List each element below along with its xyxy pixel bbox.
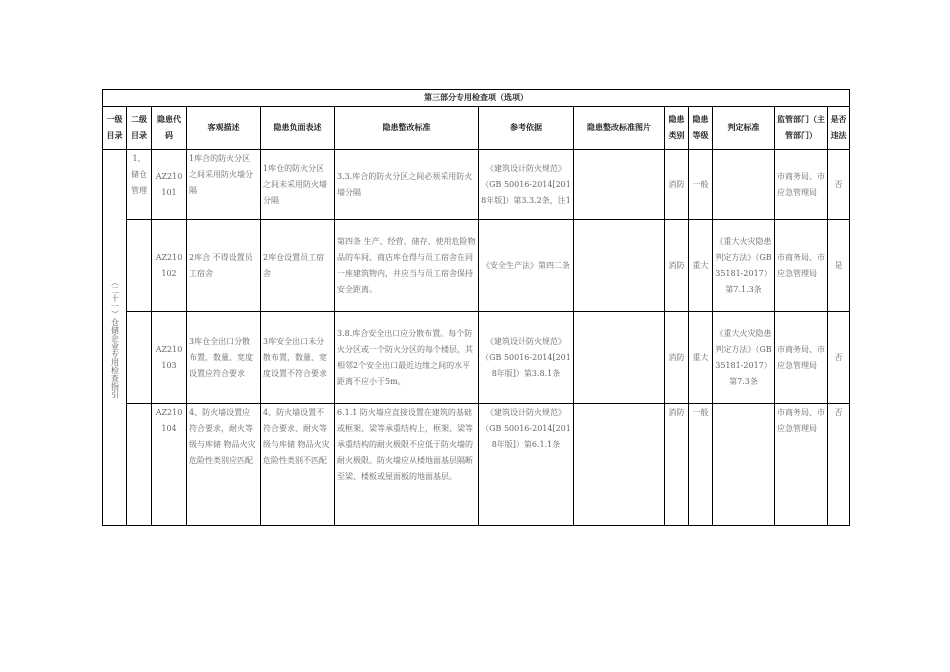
illegal-cell: 否 bbox=[828, 404, 850, 526]
category-cell: 消防 bbox=[665, 404, 689, 526]
category-cell: 消防 bbox=[665, 220, 689, 312]
image-cell bbox=[574, 404, 665, 526]
illegal-cell: 否 bbox=[828, 312, 850, 404]
grade-cell: 重大 bbox=[689, 220, 713, 312]
header-reference: 参考依据 bbox=[479, 107, 574, 150]
table-row bbox=[103, 150, 850, 220]
header-category: 隐患类别 bbox=[665, 107, 689, 150]
standard-cell: 第四条 生产、经营、储存、使用危险物品的车间、商店库仓得与员工宿舍在同一座建筑物内，并应当与员工宿舍保持安全距离。 bbox=[335, 220, 479, 312]
header-grade: 隐患等级 bbox=[689, 107, 713, 150]
header-image: 隐患整改标准图片 bbox=[574, 107, 665, 150]
criteria-cell: 《重大火灾隐患判定方法》（GB35181-2017）第7.1.3条 bbox=[713, 220, 775, 312]
dept-cell: 市商务局、市应急管理局 bbox=[775, 150, 828, 220]
objective-cell: 4、防火墙设置应符合要求，耐火等级与库储 物品火灾危险性类别应匹配 bbox=[187, 404, 261, 526]
standard-cell: 6.1.1 防火墙应直接设置在建筑的基础或框架、梁等承重结构上，框架、梁等承重结构的耐火极限不应低于防火墙的耐火极限。防火墙应从楼地面基层隔断至梁、楼板或屋面板的地面基层。 bbox=[335, 404, 479, 526]
illegal-cell: 否 bbox=[828, 150, 850, 220]
reference-cell: 《安全生产法》第四二条 bbox=[479, 220, 574, 312]
header-negative: 隐患负面表述 bbox=[261, 107, 335, 150]
image-cell bbox=[574, 150, 665, 220]
header-criteria: 判定标准 bbox=[713, 107, 775, 150]
criteria-cell bbox=[713, 150, 775, 220]
grade-cell: 重大 bbox=[689, 312, 713, 404]
header-code: 隐患代码 bbox=[152, 107, 187, 150]
negative-cell: 3库安全出口未分散布置，数量、宽度设置不符合要求 bbox=[261, 312, 335, 404]
header-level1: 一级目录 bbox=[103, 107, 127, 150]
image-cell bbox=[574, 312, 665, 404]
criteria-cell: 《重大火灾隐患判定方法》（GB35181-2017）第7.3条 bbox=[713, 312, 775, 404]
level2-cell-empty bbox=[127, 220, 152, 312]
level2-cell-empty bbox=[127, 312, 152, 404]
illegal-cell: 是 bbox=[828, 220, 850, 312]
table-row bbox=[103, 220, 850, 312]
dept-cell: 市商务局、市应急管理局 bbox=[775, 404, 828, 526]
level1-label: （二十一）仓储企业专用检查指引 bbox=[110, 277, 120, 398]
negative-cell: 2库仓设置员工宿舍 bbox=[261, 220, 335, 312]
objective-cell: 1库合的防火分区之间采用防火墙分隔 bbox=[187, 150, 261, 220]
reference-cell: 《建筑设计防火规范》（GB 50016-2014[2018年版]）第6.1.1条 bbox=[479, 404, 574, 526]
category-cell: 消防 bbox=[665, 312, 689, 404]
code-cell: AZ210103 bbox=[152, 312, 187, 404]
header-standard: 隐患整改标准 bbox=[335, 107, 479, 150]
table-row bbox=[103, 404, 850, 526]
header-illegal: 是否违法 bbox=[828, 107, 850, 150]
header-dept: 监管部门（主管部门） bbox=[775, 107, 828, 150]
header-row bbox=[103, 107, 850, 150]
grade-cell: 一般 bbox=[689, 404, 713, 526]
inspection-table bbox=[102, 89, 850, 526]
negative-cell: 4、防火墙设置不符合要求、耐火等级与库储 物品火灾危险性类别不匹配 bbox=[261, 404, 335, 526]
criteria-cell bbox=[713, 404, 775, 526]
code-cell: AZ210104 bbox=[152, 404, 187, 526]
code-cell: AZ210102 bbox=[152, 220, 187, 312]
standard-cell: 3.8.库合安全出口应分散布置。每个防火分区或一个防火分区的每个楼层，其相邻2个安全出口最近边缘之间的水平距离不应小于5m。 bbox=[335, 312, 479, 404]
code-cell: AZ210101 bbox=[152, 150, 187, 220]
level2-cell-empty bbox=[127, 404, 152, 526]
header-objective: 客观描述 bbox=[187, 107, 261, 150]
level1-cell bbox=[103, 150, 127, 526]
image-cell bbox=[574, 220, 665, 312]
header-level2: 二级目录 bbox=[127, 107, 152, 150]
table-row bbox=[103, 312, 850, 404]
reference-cell: 《建筑设计防火规范》（GB 50016-2014[2018年版]）第3.3.2条，注1 bbox=[479, 150, 574, 220]
category-cell: 消防 bbox=[665, 150, 689, 220]
dept-cell: 市商务局、市应急管理局 bbox=[775, 220, 828, 312]
reference-cell: 《建筑设计防火规范》（GB 50016-2014[2018年版]）第3.8.1条 bbox=[479, 312, 574, 404]
table-title: 第三部分专用检查项（选项） bbox=[103, 90, 850, 107]
objective-cell: 2库合 不得设置员工宿舍 bbox=[187, 220, 261, 312]
dept-cell: 市商务局、市应急管理局 bbox=[775, 312, 828, 404]
standard-cell: 3.3.库合的防火分区之间必须采用防火墙分隔 bbox=[335, 150, 479, 220]
objective-cell: 3库仓全出口分散布置，数量、宽度设置应符合要求 bbox=[187, 312, 261, 404]
level2-cell: 1、储仓管理 bbox=[127, 150, 152, 220]
negative-cell: 1库仓的防火分区之间未采用防火墙分隔 bbox=[261, 150, 335, 220]
grade-cell: 一般 bbox=[689, 150, 713, 220]
